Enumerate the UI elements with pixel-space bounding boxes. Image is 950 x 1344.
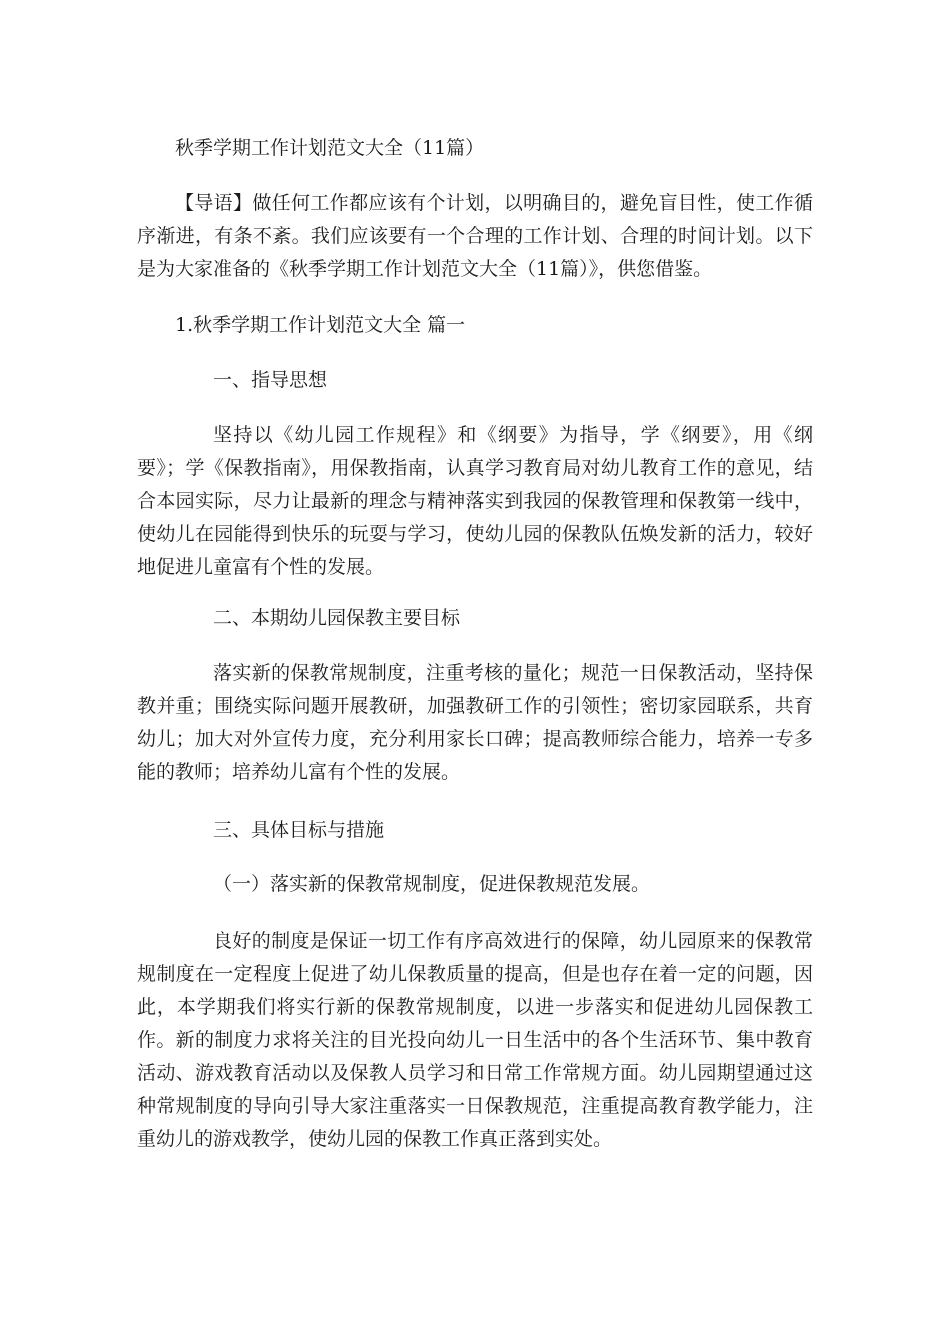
heading-guiding-thought: 一、指导思想 [213,369,328,391]
section-title: 1.秋季学期工作计划范文大全 篇一 [175,314,466,336]
paragraph-main-goals: 落实新的保教常规制度，注重考核的量化；规范一日保教活动，坚持保教并重；围绕实际问题开展教研，加强教研工作的引领性；密切家园联系，共育幼儿；加大对外宣传力度，充分利用家长口碑；提高教师综合能力，培养一专多能的教师；培养幼儿富有个性的发展。 [137,662,813,783]
paragraph-routine-system: 良好的制度是保证一切工作有序高效进行的保障，幼儿园原来的保教常规制度在一定程度上促进了幼儿保教质量的提高，但是也存在着一定的问题，因此，本学期我们将实行新的保教常规制度，以进一步落实和促进幼儿园保教工作。新的制度力求将关注的目光投向幼儿一日生活中的各个生活环节、集中教育活动、游戏教育活动以及保教人员学习和日常工作常规方面。幼儿园期望通过这种常规制度的导向引导大家注重落实一日保教规范，注重提高教育教学能力，注重幼儿的游戏教学，使幼儿园的保教工作真正落到实处。 [137,930,813,1150]
document-title: 秋季学期工作计划范文大全（11篇） [175,137,485,159]
intro-paragraph: 【导语】做任何工作都应该有个计划，以明确目的，避免盲目性，使工作循序渐进，有条不紊。我们应该要有一个合理的工作计划、合理的时间计划。以下是为大家准备的《秋季学期工作计划范文大全（11篇）》，供您借鉴。 [137,192,813,280]
paragraph-guiding-thought: 坚持以《幼儿园工作规程》和《纲要》为指导，学《纲要》，用《纲要》；学《保教指南》，用保教指南，认真学习教育局对幼儿教育工作的意见，结合本园实际，尽力让最新的理念与精神落实到我园的保教管理和保教第一线中，使幼儿在园能得到快乐的玩耍与学习，使幼儿园的保教队伍焕发新的活力，较好地促进儿童富有个性的发展。 [137,424,813,578]
heading-main-goals: 二、本期幼儿园保教主要目标 [213,607,461,629]
subheading-routine-system: （一）落实新的保教常规制度，促进保教规范发展。 [213,873,651,895]
heading-specific-goals: 三、具体目标与措施 [213,819,385,841]
